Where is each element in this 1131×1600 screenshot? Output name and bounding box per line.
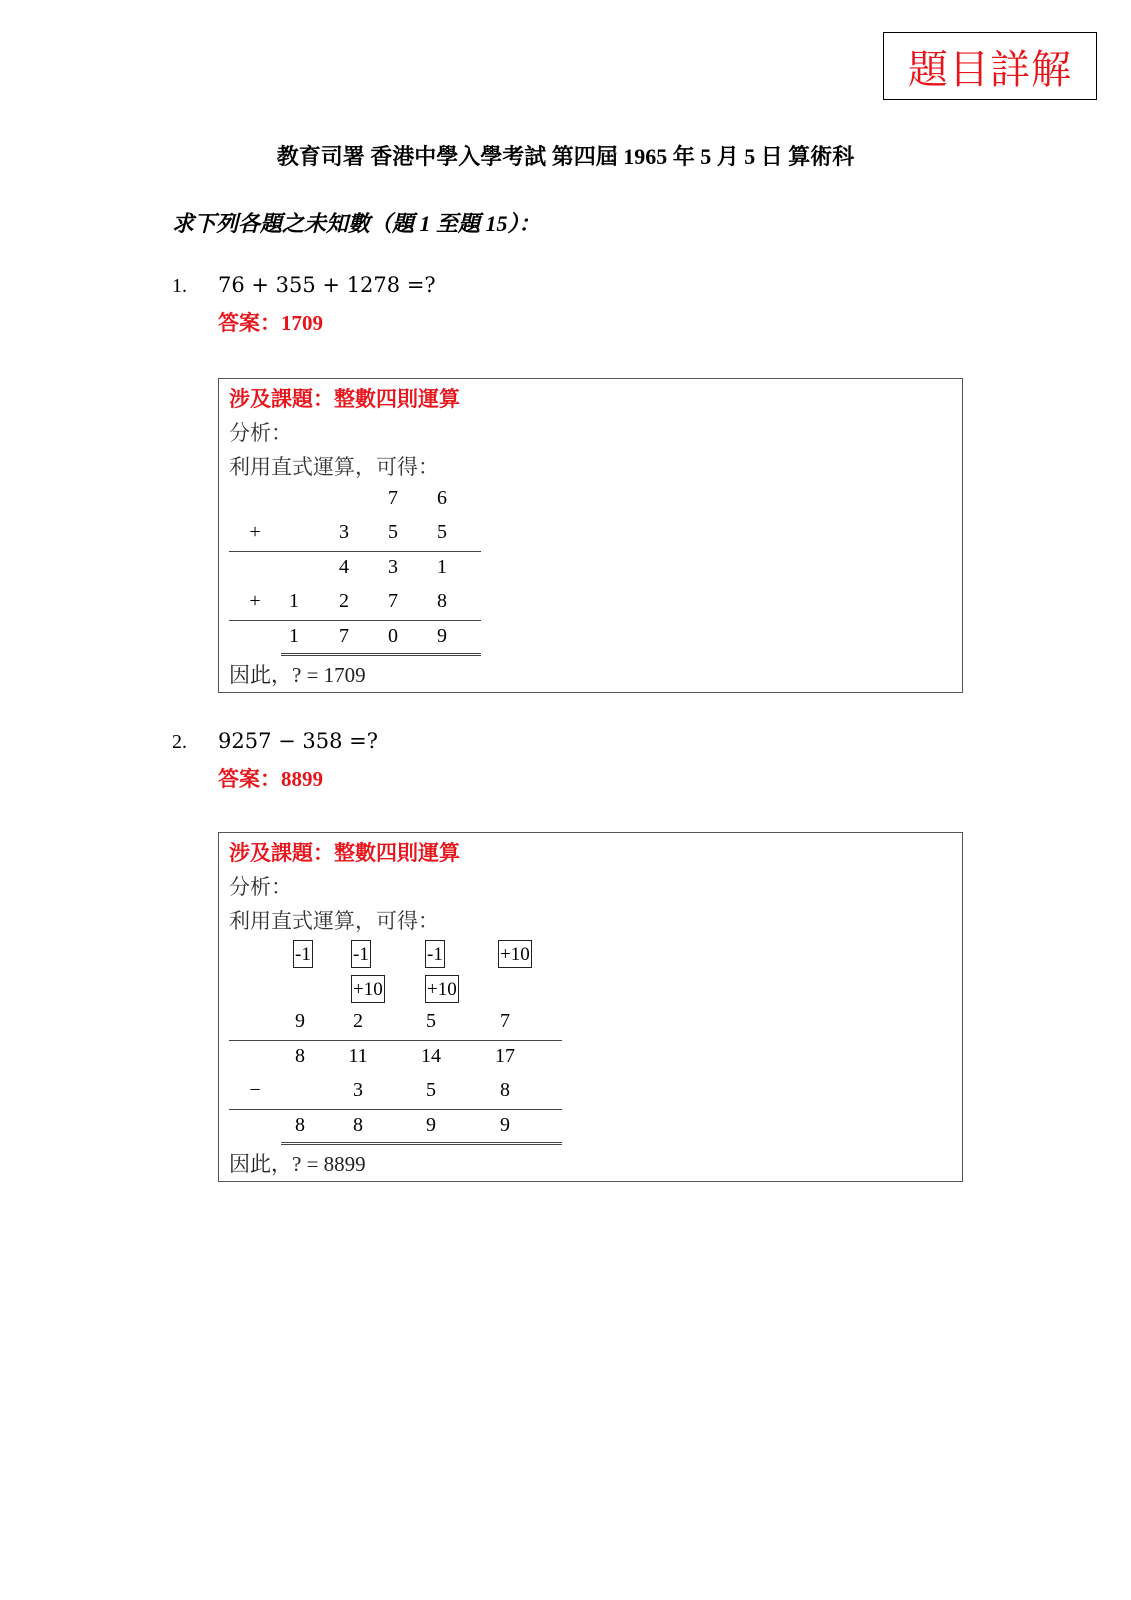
q1-digit: 7 <box>388 487 398 509</box>
q1-digit: 3 <box>388 556 398 578</box>
instruction-text: 求下列各題之未知數（題 1 至題 15）： <box>172 211 541 236</box>
q1-digit: 8 <box>437 590 447 612</box>
question-2-number: 2. <box>172 731 187 753</box>
q2-digit: 5 <box>426 1079 436 1101</box>
question-1-number: 1. <box>172 275 187 297</box>
q2-borrow-mark: +10 <box>425 975 459 1003</box>
question-1-conclusion: 因此，? = 1709 <box>229 663 366 687</box>
q1-digit: 1 <box>289 590 299 612</box>
q1-digit: 6 <box>437 487 447 509</box>
question-2-answer: 答案：8899 <box>218 767 323 791</box>
q2-minus-sign: − <box>249 1079 261 1101</box>
solution-badge-label: 題目詳解 <box>908 46 1072 93</box>
q1-sum-line <box>229 551 481 552</box>
q2-result-digit: 8 <box>295 1114 305 1136</box>
q1-result-double-line <box>281 653 481 656</box>
q2-borrow-mark: +10 <box>498 940 532 968</box>
q1-result-digit: 0 <box>388 625 398 647</box>
q2-result-double-line <box>281 1142 562 1145</box>
question-2-solution-box <box>218 832 963 1182</box>
q2-digit: 17 <box>495 1045 515 1067</box>
q2-digit: 7 <box>500 1010 510 1032</box>
q2-digit: 5 <box>426 1010 436 1032</box>
q1-sum-line <box>229 620 481 621</box>
q2-digit: 14 <box>421 1045 441 1067</box>
question-1-solution-box <box>218 378 963 693</box>
q1-digit: 4 <box>339 556 349 578</box>
q1-plus-sign: + <box>249 521 261 543</box>
q2-digit: 3 <box>353 1079 363 1101</box>
q2-working-line <box>229 1040 562 1041</box>
question-2-analysis-label: 分析： <box>229 875 292 899</box>
q2-borrow-mark: +10 <box>351 975 385 1003</box>
question-1-expression: 76 + 355 + 1278 =? <box>218 273 436 297</box>
question-2-expression: 9257 − 358 =? <box>218 729 379 753</box>
q2-result-digit: 8 <box>353 1114 363 1136</box>
q1-digit: 1 <box>437 556 447 578</box>
question-2-topic: 涉及課題：整數四則運算 <box>229 841 460 865</box>
q2-digit: 8 <box>295 1045 305 1067</box>
question-1-topic: 涉及課題：整數四則運算 <box>229 387 460 411</box>
q2-borrow-mark: -1 <box>425 940 445 968</box>
solution-badge <box>883 32 1097 100</box>
question-1-analysis-label: 分析： <box>229 421 292 445</box>
question-1-method: 利用直式運算，可得： <box>229 455 439 479</box>
q1-digit: 2 <box>339 590 349 612</box>
q2-borrow-mark: -1 <box>351 940 371 968</box>
q1-digit: 7 <box>388 590 398 612</box>
question-2-method: 利用直式運算，可得： <box>229 909 439 933</box>
q2-digit: 2 <box>353 1010 363 1032</box>
q1-result-digit: 7 <box>339 625 349 647</box>
q1-plus-sign: + <box>249 590 261 612</box>
q2-result-digit: 9 <box>500 1114 510 1136</box>
exam-title: 教育司署 香港中學入學考試 第四屆 1965 年 5 月 5 日 算術科 <box>276 144 855 169</box>
q2-digit: 11 <box>348 1045 368 1067</box>
q1-result-digit: 9 <box>437 625 447 647</box>
q2-digit: 8 <box>500 1079 510 1101</box>
question-1-answer: 答案：1709 <box>218 311 323 335</box>
q1-digit: 5 <box>437 521 447 543</box>
question-2-conclusion: 因此，? = 8899 <box>229 1152 366 1176</box>
q2-result-digit: 9 <box>426 1114 436 1136</box>
q1-result-digit: 1 <box>289 625 299 647</box>
q2-digit: 9 <box>295 1010 305 1032</box>
q1-digit: 3 <box>339 521 349 543</box>
q2-working-line <box>229 1109 562 1110</box>
q1-digit: 5 <box>388 521 398 543</box>
q2-borrow-mark: -1 <box>293 940 313 968</box>
